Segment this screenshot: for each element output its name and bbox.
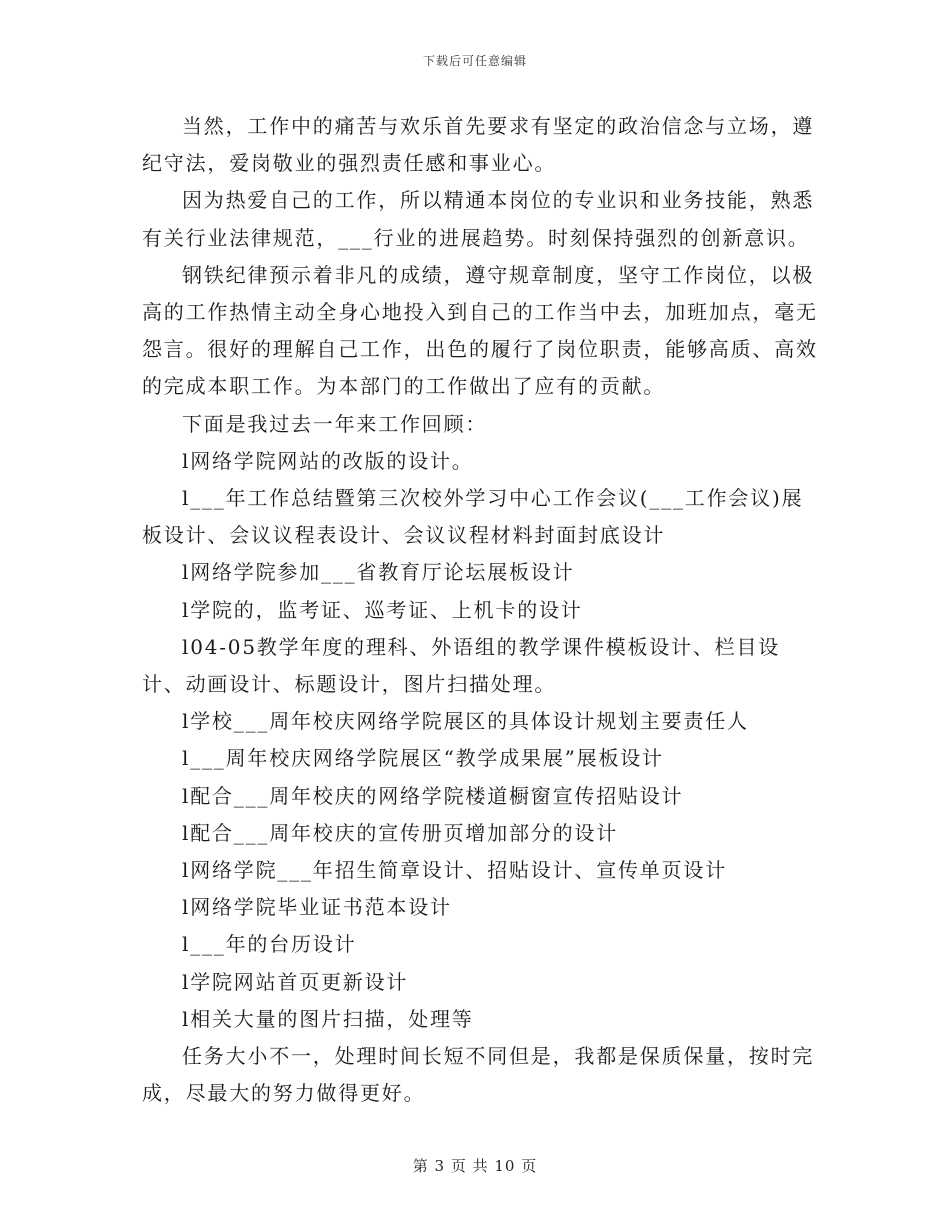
paragraph: 当然，工作中的痛苦与欢乐首先要求有坚定的政治信念与立场，遵纪守法，爱岗敬业的强烈责任感和事业心。 xyxy=(142,114,815,176)
list-item: l___年的台历设计 xyxy=(182,932,357,957)
list-item: l04-05教学年度的理科、外语组的教学课件模板设计、栏目设计、动画设计、标题设计，图片扫描处理。 xyxy=(142,634,781,697)
list-item: l配合___周年校庆的宣传册页增加部分的设计 xyxy=(182,820,618,845)
list-item: l网络学院毕业证书范本设计 xyxy=(182,895,452,920)
list-item: l___周年校庆网络学院展区“教学成果展”展板设计 xyxy=(182,746,664,771)
page-header: 下载后可任意编辑 xyxy=(422,54,527,68)
list-item: l学院网站首页更新设计 xyxy=(182,969,409,994)
list-item: l网络学院网站的改版的设计。 xyxy=(182,448,474,473)
list-item: l相关大量的图片扫描，处理等 xyxy=(182,1006,474,1031)
list-item: l___年工作总结暨第三次校外学习中心工作会议(___工作会议)展板设计、会议议程表设计、会议议程材料封面封底设计 xyxy=(142,486,804,548)
page-number: 第 3 页 共 10 页 xyxy=(412,1157,538,1175)
list-item: l学校___周年校庆网络学院展区的具体设计规划主要责任人 xyxy=(182,709,749,734)
list-item: l学院的，监考证、巡考证、上机卡的设计 xyxy=(182,597,583,622)
list-item: l配合___周年校庆的网络学院楼道橱窗宣传招贴设计 xyxy=(182,783,684,808)
paragraph: 下面是我过去一年来工作回顾： xyxy=(182,411,488,436)
paragraph: 钢铁纪律预示着非凡的成绩，遵守规章制度，坚守工作岗位，以极高的工作热情主动全身心地投入到自己的工作当中去，加班加点，毫无怨言。很好的理解自己工作，出色的履行了岗位职责，能够高质、高效的完成本职工作。为本部门的工作做出了应有的贡献。 xyxy=(142,262,818,399)
document-body xyxy=(142,108,822,1112)
paragraph: 任务大小不一，处理时间长短不同但是，我都是保质保量，按时完成，尽最大的努力做得更好。 xyxy=(142,1044,815,1106)
list-item: l网络学院参加___省教育厅论坛展板设计 xyxy=(182,560,575,585)
list-item: l网络学院___年招生简章设计、招贴设计、宣传单页设计 xyxy=(182,858,727,883)
paragraph: 因为热爱自己的工作，所以精通本岗位的专业识和业务技能，熟悉有关行业法律规范，___行业的进展趋势。时刻保持强烈的创新意识。 xyxy=(142,188,815,250)
